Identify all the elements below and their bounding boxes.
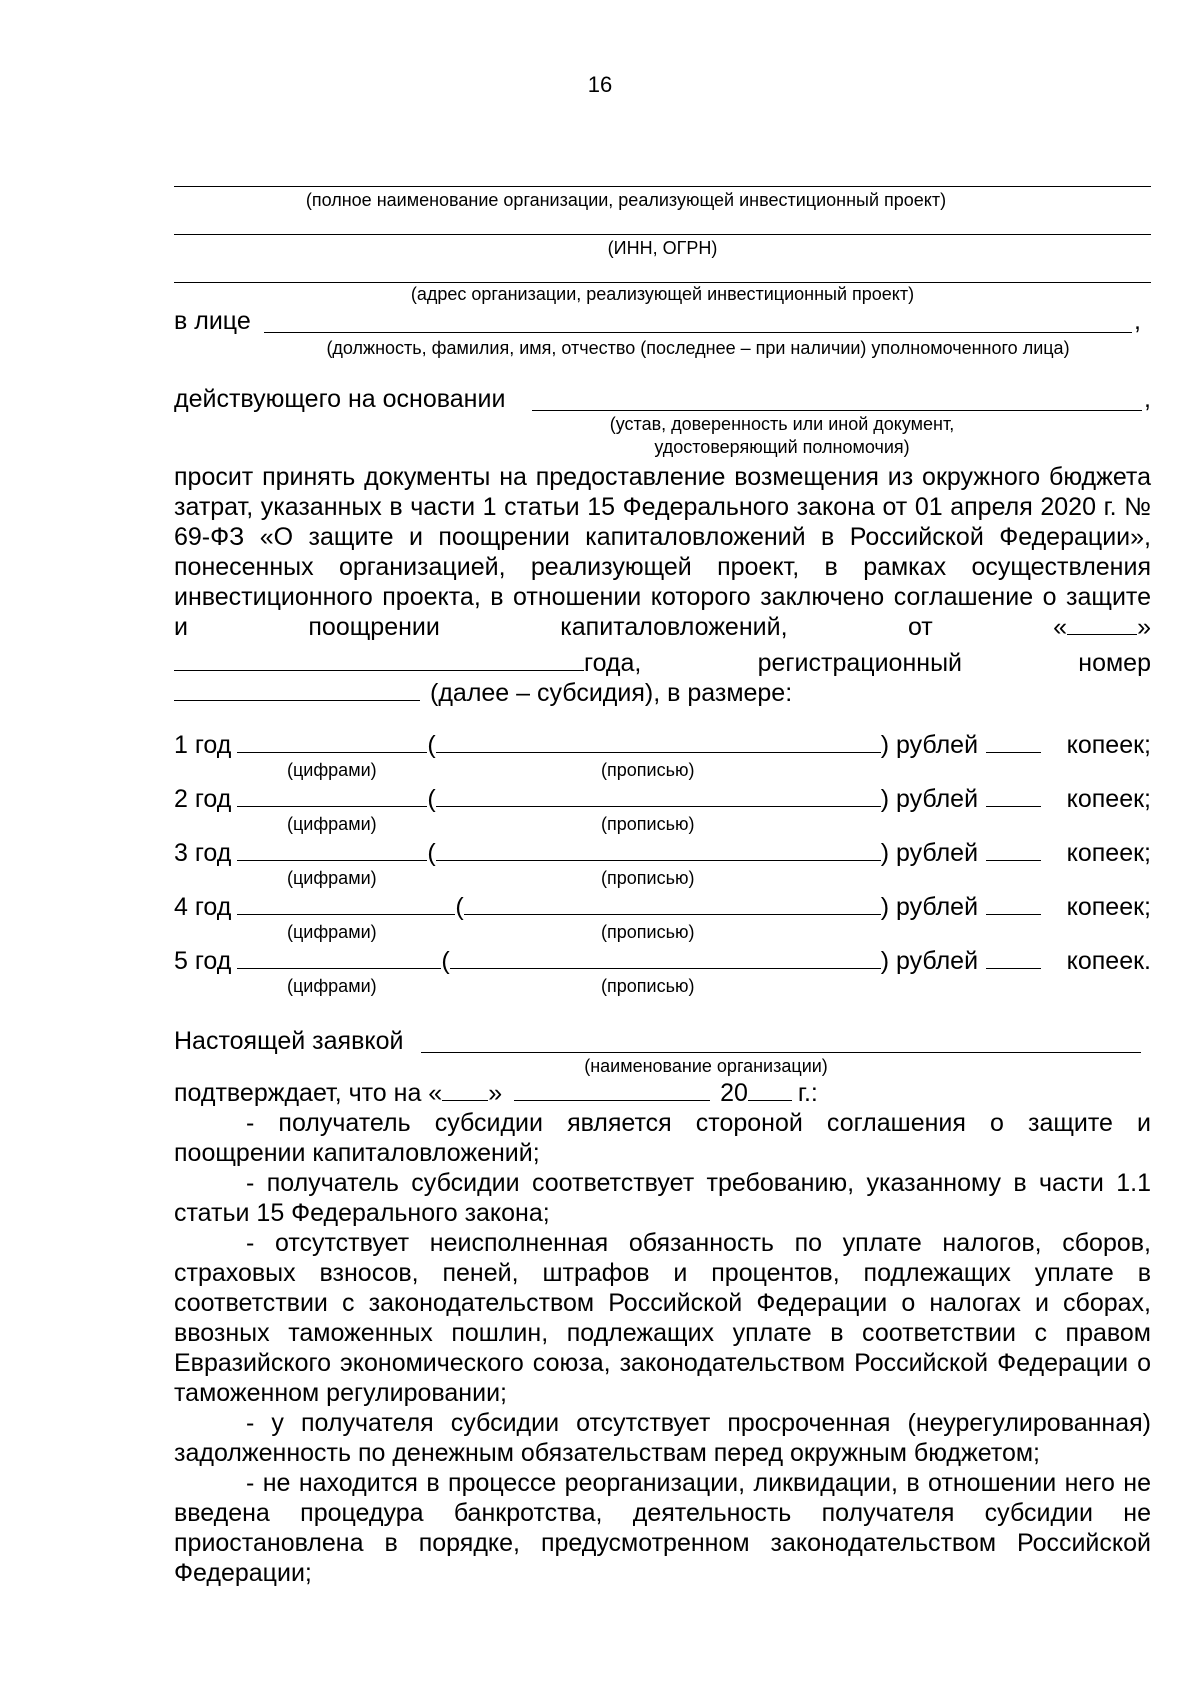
words-blank [436,730,881,753]
list-item: - получатель субсидии соответствует требованию, указанному в части 1.1 статьи 15 Федерального закона; [174,1169,1151,1227]
confirms-text: подтверждает, что на « [174,1079,443,1107]
words-blank [436,838,881,861]
confirms-quote: » [488,1079,503,1107]
year-row-2 [174,784,1151,814]
inn-caption: (ИНН, ОГРН) [607,238,718,258]
kopecks-label: копеек; [1066,731,1151,759]
caption-digits: (цифрами) [287,814,377,834]
acting-line [532,410,1142,411]
inn-line [174,234,1151,235]
confirms-row [174,1078,1151,1108]
digits-blank [237,838,427,861]
open-paren: ( [455,893,464,921]
kopecks-blank [986,946,1041,969]
caption-words: (прописью) [601,760,695,780]
reg-number-blank [174,678,420,701]
rubles-label: ) рублей [880,731,979,759]
words-blank [436,784,881,807]
kopecks-label: копеек. [1066,947,1151,975]
year-label: 2 год [174,785,232,813]
year-row-3 [174,838,1151,868]
caption-digits: (цифрами) [287,976,377,996]
rubles-label: ) рублей [880,839,979,867]
kopecks-label: копеек; [1066,785,1151,813]
digits-blank [237,784,427,807]
list-item: - не находится в процессе реорганизации, ликвидации, в отношении него не введена процедура банкротства, деятельность получателя субсидии не приостановлена в порядке, предусмотренном законодательством Российской Федерации; [174,1469,1151,1587]
kopecks-label: копеек; [1066,839,1151,867]
digits-blank [237,946,441,969]
application-label: Настоящей заявкой [174,1027,404,1055]
kopecks-blank [986,892,1041,915]
address-line [174,282,1151,283]
acting-caption-2: удостоверяющий полномочия) [654,437,910,457]
confirm-day-blank [442,1078,488,1101]
subsidy-tail: (далее – субсидия), в размере: [430,679,793,707]
caption-words: (прописью) [601,922,695,942]
open-paren: ( [427,785,436,813]
in-person-comma: , [1134,307,1141,335]
caption-words: (прописью) [601,814,695,834]
confirms-year-prefix: 20 [720,1079,748,1107]
year-row-1 [174,730,1151,760]
date-blank [174,648,584,671]
in-person-line [264,332,1132,333]
digits-blank [237,730,427,753]
in-person-label: в лице [174,307,251,335]
request-text: просит принять документы на предоставление возмещения из окружного бюджета затрат, указанных в части 1 статьи 15 Федерального закона от 01 апреля 2020 г. № 69-ФЗ «О защите и поощрении капиталовложений в Российской Федерации», понесенных организацией, реализующей проект, в рамках осуществления инвестиционного проекта, в отношении которого заключено соглашение о защите и поощрении капиталовложений, от « [174,463,1151,641]
application-org-line [421,1052,1141,1053]
confirms-year-suffix: г.: [797,1079,818,1107]
year-label: 5 год [174,947,232,975]
acting-caption-1: (устав, доверенность или иной документ, [609,414,955,434]
caption-digits: (цифрами) [287,868,377,888]
day-blank [1067,612,1137,635]
rubles-label: ) рублей [880,785,979,813]
list-item: - отсутствует неисполненная обязанность по уплате налогов, сборов, страховых взносов, пеней, штрафов и процентов, подлежащих уплате в соответствии с законодательством Российской Федерации о налогах и сборах, ввозных таможенных пошлин, подлежащих уплате в соответствии с правом Евразийского экономического союза, законодательством Российской Федерации о таможенном регулировании; [174,1229,1151,1407]
rubles-label: ) рублей [880,893,979,921]
rubles-label: ) рублей [880,947,979,975]
list-item: - у получателя субсидии отсутствует просроченная (неурегулированная) задолженность по денежным обязательствам перед окружным бюджетом; [174,1409,1151,1467]
acting-label: действующего на основании [174,385,506,413]
registration-word: регистрационный [757,649,963,677]
person-caption: (должность, фамилия, имя, отчество (последнее – при наличии) уполномоченного лица) [326,338,1070,358]
year-label: 1 год [174,731,232,759]
number-word: номер [1078,649,1151,677]
year-word: года, [584,649,642,677]
application-org-caption: (наименование организации) [584,1056,828,1076]
year-label: 4 год [174,893,232,921]
page-number: 16 [587,72,613,97]
kopecks-label: копеек; [1066,893,1151,921]
request-paragraph [174,462,1151,647]
digits-blank [237,892,455,915]
caption-digits: (цифрами) [287,760,377,780]
confirm-year-blank [748,1078,792,1101]
year-row-4 [174,892,1151,922]
list-item: - получатель субсидии является стороной соглашения о защите и поощрении капиталовложений; [174,1109,1151,1167]
org-name-line [174,186,1151,187]
open-paren: ( [441,947,450,975]
kopecks-blank [986,730,1041,753]
request-quote-close: » [1137,613,1151,641]
open-paren: ( [427,839,436,867]
acting-comma: , [1144,385,1151,413]
words-blank [464,892,881,915]
year-row-5 [174,946,1151,976]
org-name-caption: (полное наименование организации, реализующей инвестиционный проект) [305,190,947,210]
kopecks-blank [986,784,1041,807]
caption-words: (прописью) [601,976,695,996]
confirm-month-blank [514,1078,710,1101]
registration-row [174,648,1151,678]
caption-digits: (цифрами) [287,922,377,942]
caption-words: (прописью) [601,868,695,888]
kopecks-blank [986,838,1041,861]
words-blank [450,946,881,969]
year-label: 3 год [174,839,232,867]
address-caption: (адрес организации, реализующей инвестиционный проект) [410,284,915,304]
open-paren: ( [427,731,436,759]
subsidy-row [174,678,1151,708]
